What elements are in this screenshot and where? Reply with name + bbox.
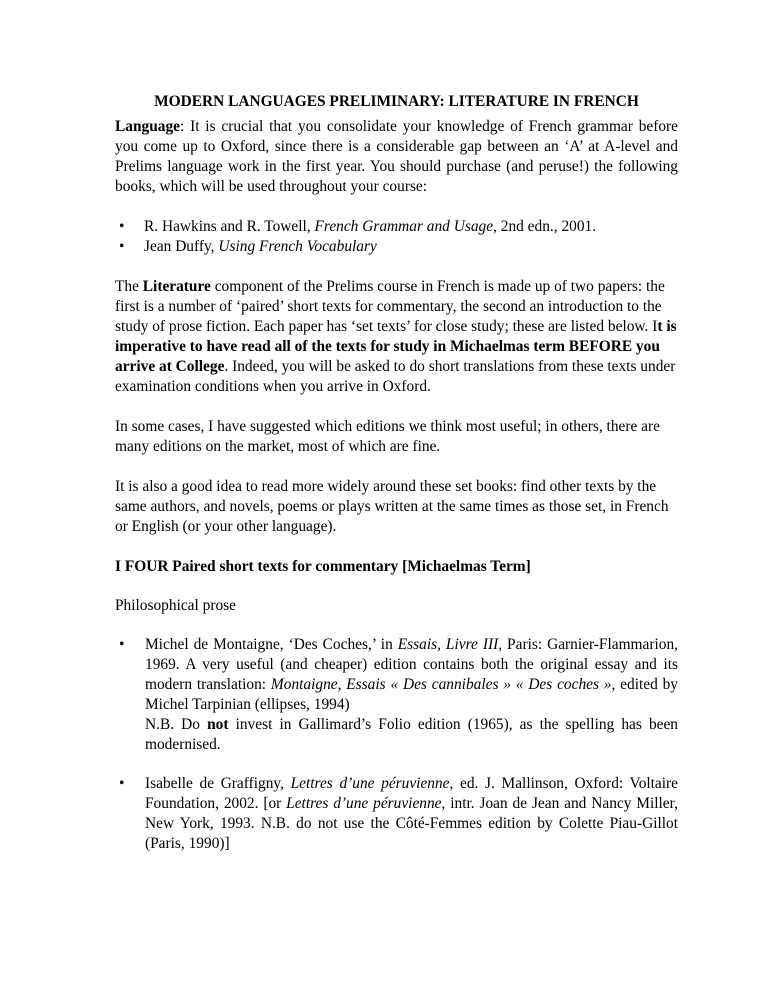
literature-emphasis: t is imperative to have read all of the texts for study in Michaelmas term BEFORE you arrive at College bbox=[115, 318, 677, 375]
ref-text: , Paris: Garnier-Flammarion, 1969. A very useful (and cheaper) edition contains both the original essay and its modern translation: bbox=[145, 636, 678, 693]
ref-title: Lettres d’une péruvienne bbox=[286, 795, 442, 812]
literature-text-2: component of the Prelims course in French is made up of two papers: the first is a number of ‘paired’ short texts for commentary, the second an introduction to the study of prose fiction. Each paper has ‘set texts’ for close study; these are listed below. I bbox=[115, 278, 665, 335]
language-label: Language bbox=[115, 118, 180, 135]
ref-text: , ed. J. Mallinson, Oxford: Voltaire Foundation, 2002. [or bbox=[145, 775, 678, 812]
book-title: Using French Vocabulary bbox=[218, 238, 377, 255]
bullet: • bbox=[119, 218, 125, 235]
note-text: N.B. Do bbox=[145, 716, 208, 733]
reading-paragraph: It is also a good idea to read more widely around these set books: find other texts by the same authors, and novels, poems or plays written at the same times as those set, in French or English (or your other language). bbox=[115, 478, 669, 535]
book-authors: Jean Duffy, bbox=[144, 238, 219, 255]
book-details: , 2nd edn., 2001. bbox=[493, 218, 597, 235]
book-authors: R. Hawkins and R. Towell, bbox=[144, 218, 315, 235]
section-heading: I FOUR Paired short texts for commentary [Michaelmas Term] bbox=[115, 558, 531, 575]
reference-list bbox=[115, 635, 678, 854]
ref-text: Isabelle de Graffigny, bbox=[145, 775, 291, 792]
ref-title: Essais, Livre III bbox=[397, 636, 499, 653]
book-title: French Grammar and Usage bbox=[314, 218, 494, 235]
list-item bbox=[115, 217, 678, 237]
language-paragraph bbox=[115, 117, 678, 197]
literature-text-3: . Indeed, you will be asked to do short translations from these texts under examination conditions when you arrive in Oxford. bbox=[115, 358, 676, 395]
list-item bbox=[115, 774, 678, 854]
ref-title: Lettres d’une péruvienne bbox=[290, 775, 450, 792]
ref-text: , intr. Joan de Jean and Nancy Miller, New York, 1993. N.B. do not use the Côté-Femmes edition by Colette Piau-Gillot (Paris, 1990)] bbox=[145, 795, 678, 852]
literature-paragraph bbox=[115, 277, 678, 397]
book-list bbox=[115, 217, 678, 257]
literature-label: Literature bbox=[142, 278, 211, 295]
ref-text: Michel de Montaigne, ‘Des Coches,’ in bbox=[145, 636, 398, 653]
bullet: • bbox=[119, 636, 125, 653]
ref-text: , edited by Michel Tarpinian (ellipses, 1994) bbox=[145, 676, 678, 713]
note-text: invest in Gallimard’s Folio edition (1965), as the spelling has been modernised. bbox=[145, 716, 678, 753]
subsection-heading: Philosophical prose bbox=[115, 597, 236, 614]
bullet: • bbox=[119, 775, 125, 792]
bullet: • bbox=[119, 238, 125, 255]
list-item bbox=[115, 237, 678, 257]
ref-title: Montaigne, Essais « Des cannibales » « Des coches » bbox=[270, 676, 612, 693]
page-title: MODERN LANGUAGES PRELIMINARY: LITERATURE IN FRENCH bbox=[154, 93, 639, 110]
literature-text-1: The bbox=[115, 278, 143, 295]
note-emphasis: not bbox=[207, 716, 229, 733]
list-item bbox=[115, 635, 678, 755]
language-text: : It is crucial that you consolidate your knowledge of French grammar before you come up to Oxford, since there is a considerable gap between an ‘A’ at A-level and Prelims language work in the first year. You should purchase (and peruse!) the following books, which will be used throughout your course: bbox=[115, 118, 678, 195]
editions-paragraph: In some cases, I have suggested which editions we think most useful; in others, there are many editions on the market, most of which are fine. bbox=[115, 418, 660, 455]
